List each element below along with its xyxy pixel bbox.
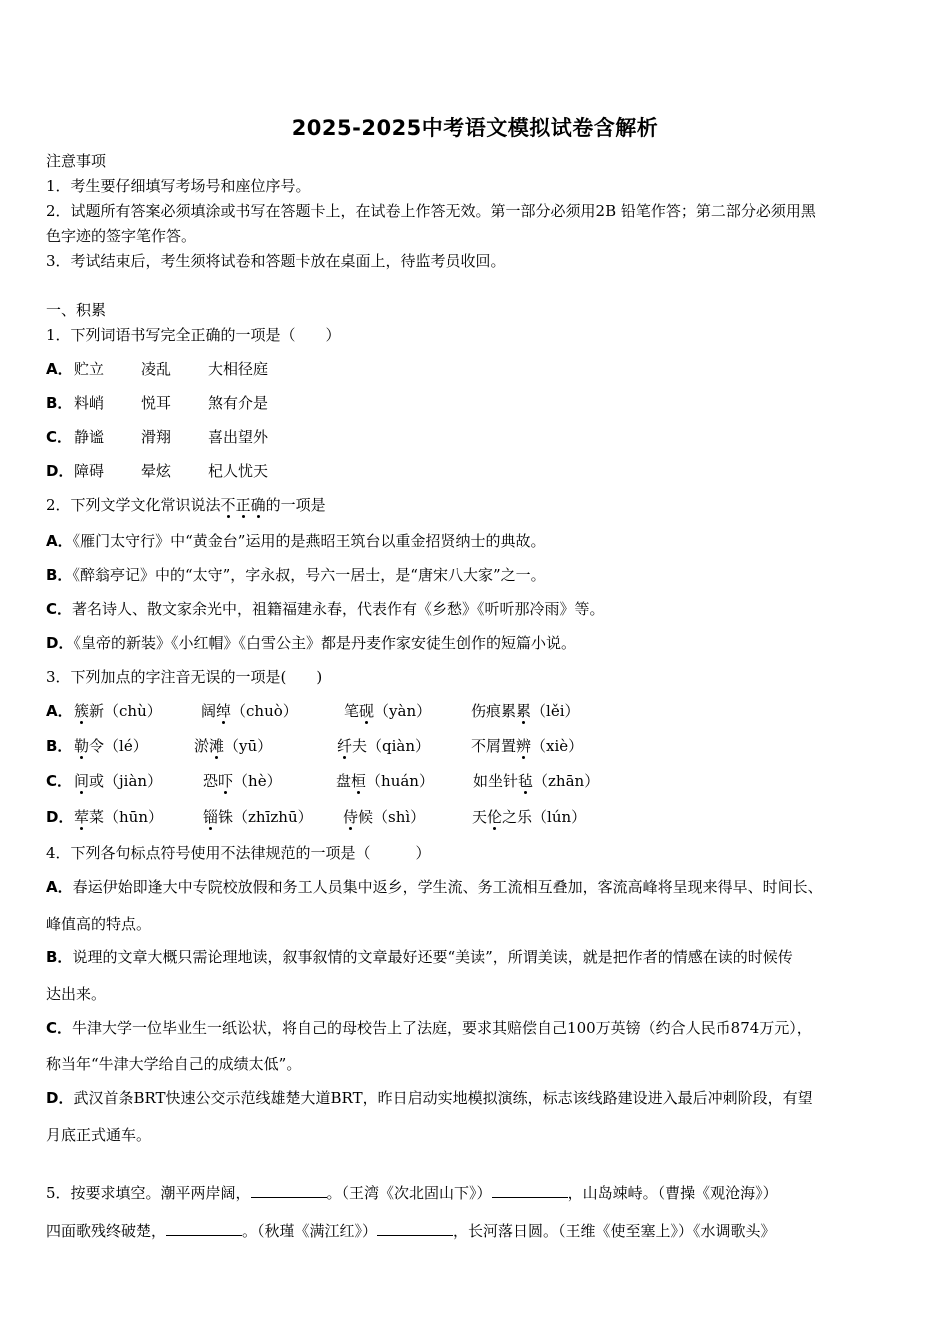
pinyin-item: 侍候（shì） <box>343 808 426 826</box>
answer-blank[interactable] <box>251 1183 327 1198</box>
pinyin-item: 纤夫（qiàn） <box>337 737 431 755</box>
pinyin-item: 不屑置辨（xiè） <box>471 737 584 755</box>
option-label: A． <box>46 532 73 550</box>
q3-option-b <box>46 736 584 756</box>
q4-line: 达出来。 <box>46 985 107 1003</box>
option-label: C． <box>46 428 73 446</box>
q4-line: D．武汉首条BRT快速公交示范线雄楚大道BRT，昨日启动实地模拟演练，标志该线路建设进入最后冲刺阶段，有望 <box>46 1089 813 1107</box>
option-label: A． <box>46 702 73 720</box>
q3-option-a <box>46 701 580 721</box>
q3-option-d <box>46 807 587 827</box>
option-word: 煞有介是 <box>208 394 269 412</box>
pinyin-item: 簇新（chù） <box>74 702 162 720</box>
option-word: 滑翔 <box>141 428 172 446</box>
q2-option-d <box>46 633 576 653</box>
pinyin-item: 天伦之乐（lún） <box>472 808 587 826</box>
option-word: 喜出望外 <box>208 428 269 446</box>
q2-option-a <box>46 531 545 551</box>
pinyin-item: 锱铢（zhīzhū） <box>203 808 313 826</box>
q4-line: A．春运伊始即逢大中专院校放假和务工人员集中返乡，学生流、务工流相互叠加，客流高峰将呈现来得早、时间长、 <box>46 878 823 896</box>
answer-blank[interactable] <box>166 1221 242 1236</box>
question-2-stem <box>46 495 326 515</box>
question-5-line-1: 5．按要求填空。潮平两岸阔， 。（王湾《次北固山下》） ，山岛竦峙。（曹操《观沧海》） <box>46 1184 778 1202</box>
pinyin-item: 伤痕累累（lěi） <box>471 702 580 720</box>
q4-line: 称当年“牛津大学给自己的成绩太低”。 <box>46 1055 302 1073</box>
notes-heading: 注意事项 <box>46 152 107 170</box>
emphasis-char: 不 <box>220 496 236 514</box>
option-word: 贮立 <box>74 360 105 378</box>
q4-line: 月底正式通车。 <box>46 1126 152 1144</box>
option-label: B． <box>46 566 73 584</box>
q1-option-d <box>46 461 269 481</box>
option-label: B． <box>46 394 73 412</box>
pinyin-item: 盘桓（huán） <box>336 772 434 790</box>
option-label: B． <box>46 737 73 755</box>
question-4-stem: 4．下列各句标点符号使用不法律规范的一项是（ ） <box>46 844 431 862</box>
option-text: 《醉翁亭记》中的“太守”，字永叔，号六一居士，是“唐宋八大家”之一。 <box>72 566 546 584</box>
section-heading: 一、积累 <box>46 301 107 319</box>
note-line: 色字迹的签字笔作答。 <box>46 227 197 245</box>
option-text: 著名诗人、散文家余光中，祖籍福建永春，代表作有《乡愁》《听听那冷雨》等。 <box>72 600 605 618</box>
option-label: D． <box>46 808 74 826</box>
answer-blank[interactable] <box>492 1183 568 1198</box>
option-word: 晕炫 <box>141 462 172 480</box>
option-word: 障碍 <box>74 462 105 480</box>
option-label: C． <box>46 772 73 790</box>
question-3-stem: 3．下列加点的字注音无误的一项是( ) <box>46 668 323 686</box>
q1-option-b <box>46 393 269 413</box>
stem-text: 的一项是 <box>265 496 326 514</box>
option-label: D． <box>46 634 74 652</box>
q2-option-c <box>46 599 605 619</box>
q2-option-b <box>46 565 546 585</box>
pinyin-item: 阔绰（chuò） <box>201 702 298 720</box>
pinyin-item: 如坐针毡（zhān） <box>473 772 600 790</box>
option-label: D． <box>46 462 74 480</box>
pinyin-item: 荤菜（hūn） <box>74 808 163 826</box>
emphasis-char: 正 <box>235 496 251 514</box>
q1-option-a <box>46 359 269 379</box>
note-line: 1．考生要仔细填写考场号和座位序号。 <box>46 177 311 195</box>
q1-option-c <box>46 427 269 447</box>
q4-line: 峰值高的特点。 <box>46 915 152 933</box>
option-label: A． <box>46 360 73 378</box>
option-word: 杞人忧天 <box>208 462 269 480</box>
pinyin-item: 勒令（lé） <box>74 737 148 755</box>
emphasis-char: 确 <box>250 496 266 514</box>
q4-line: C．牛津大学一位毕业生一纸讼状，将自己的母校告上了法庭，要求其赔偿自己100万英镑（约合人民币874万元）， <box>46 1019 812 1037</box>
question-1-stem: 1．下列词语书写完全正确的一项是（ ） <box>46 326 341 344</box>
option-label: C． <box>46 600 73 618</box>
note-line: 3．考试结束后，考生须将试卷和答题卡放在桌面上，待监考员收回。 <box>46 252 506 270</box>
pinyin-item: 笔砚（yàn） <box>344 702 432 720</box>
option-word: 凌乱 <box>141 360 172 378</box>
option-word: 料峭 <box>74 394 105 412</box>
q4-line: B．说理的文章大概只需论理地读，叙事叙情的文章最好还要“美读”，所谓美读，就是把作者的情感在读的时候传 <box>46 948 793 966</box>
pinyin-item: 淤滩（yū） <box>194 737 273 755</box>
q3-option-c <box>46 771 600 791</box>
option-word: 悦耳 <box>141 394 172 412</box>
stem-text: 2．下列文学文化常识说法 <box>46 496 221 514</box>
question-5-line-2: 四面歌残终破楚， 。（秋瑾《满江红》） ，长河落日圆。（王维《使至塞上》）《水调歌头》 <box>46 1222 776 1240</box>
note-line: 2．试题所有答案必须填涂或书写在答题卡上，在试卷上作答无效。第一部分必须用2B 铅笔作答；第二部分必须用黑 <box>46 202 816 220</box>
option-word: 大相径庭 <box>208 360 269 378</box>
option-text: 《皇帝的新装》《小红帽》《白雪公主》都是丹麦作家安徒生创作的短篇小说。 <box>73 634 576 652</box>
option-word: 静谧 <box>74 428 105 446</box>
pinyin-item: 间或（jiàn） <box>74 772 163 790</box>
page-title: 2025-2025中考语文模拟试卷含解析 <box>291 116 659 140</box>
answer-blank[interactable] <box>377 1221 453 1236</box>
option-text: 《雁门太守行》中“黄金台”运用的是燕昭王筑台以重金招贤纳士的典故。 <box>72 532 546 550</box>
pinyin-item: 恐吓（hè） <box>203 772 282 790</box>
